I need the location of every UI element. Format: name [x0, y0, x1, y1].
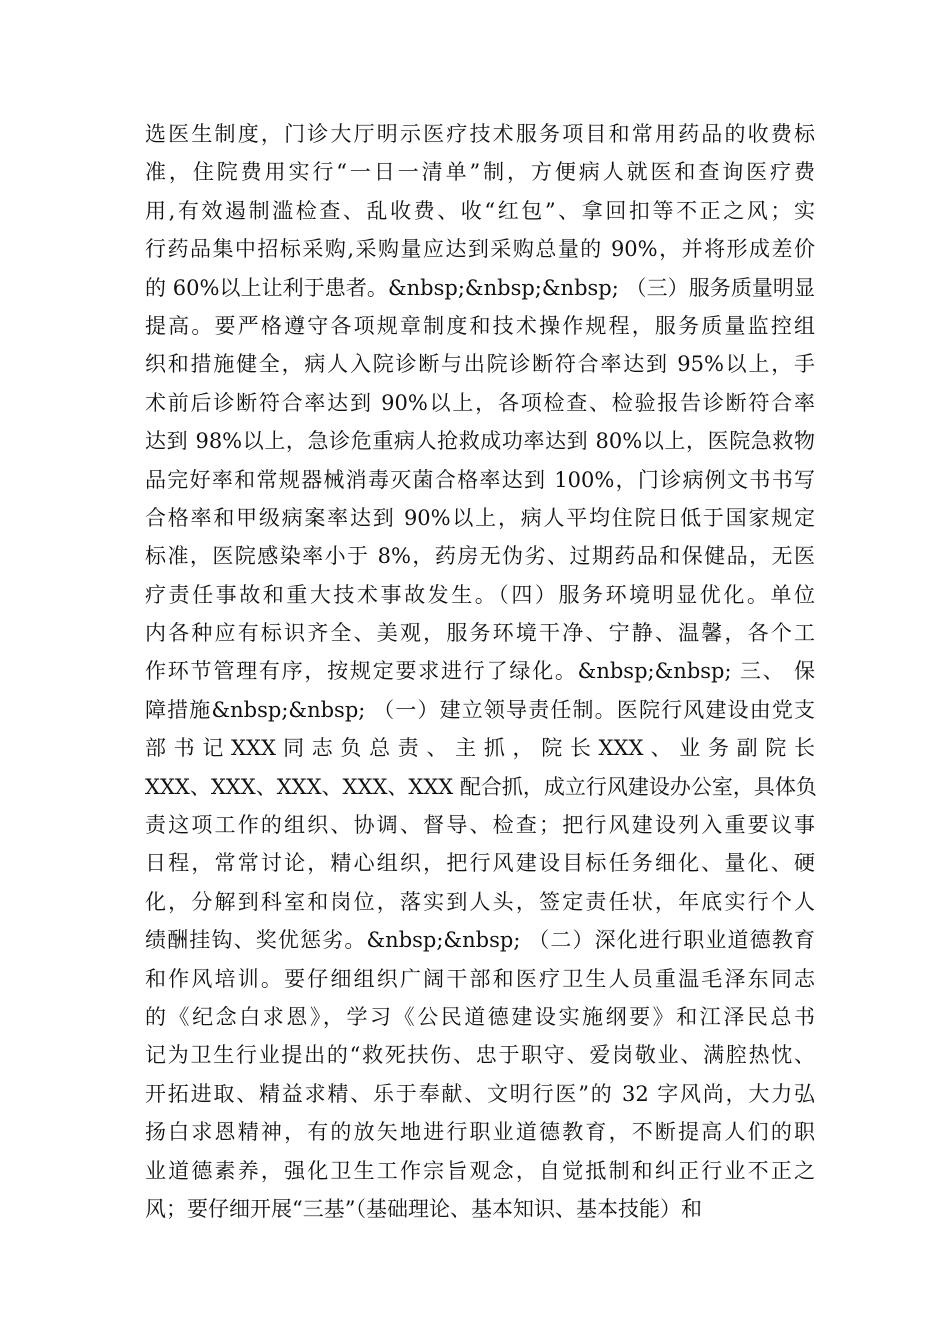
- text-line: 的 60%以上让利于患者。&nbsp;&nbsp;&nbsp; （三）服务质量明显: [145, 275, 815, 300]
- text-line: 的《纪念白求恩》，学习《公民道德建设实施纲要》和江泽民总书: [145, 1004, 815, 1029]
- text-line: 行药品集中招标采购,采购量应达到采购总量的 90%，并将形成差价: [145, 237, 815, 262]
- body-text: [145, 115, 815, 1228]
- text-line: 合格率和甲级病案率达到 90%以上，病人平均住院日低于国家规定: [145, 505, 815, 530]
- text-line: 选医生制度，门诊大厅明示医疗技术服务项目和常用药品的收费标: [145, 122, 815, 146]
- text-line: 开拓进取、精益求精、乐于奉献、文明行医”的 32 字风尚，大力弘: [145, 1081, 815, 1106]
- text-line: 扬白求恩精神，有的放矢地进行职业道德教育，不断提高人们的职: [145, 1120, 815, 1145]
- text-line: 用,有效遏制滥检查、乱收费、收“红包”、拿回扣等不正之风；实: [145, 198, 815, 223]
- text-line: 责这项工作的组织、协调、督导、检查；把行风建设列入重要议事: [145, 813, 815, 838]
- text-line: 和作风培训。要仔细组织广阔干部和医疗卫生人员重温毛泽东同志: [145, 966, 815, 991]
- text-line: 达到 98%以上，急诊危重病人抢救成功率达到 80%以上，医院急救物: [145, 429, 815, 454]
- text-line: 记为卫生行业提出的“救死扶伤、忠于职守、爱岗敬业、满腔热忱、: [145, 1043, 815, 1068]
- text-line: 标准，医院感染率小于 8%，药房无伪劣、过期药品和保健品，无医: [145, 544, 815, 569]
- text-line: 内各种应有标识齐全、美观，服务环境干净、宁静、温馨，各个工: [145, 621, 815, 646]
- text-line: 日程，常常讨论，精心组织，把行风建设目标任务细化、量化、硬: [145, 851, 815, 876]
- text-line: 化，分解到科室和岗位，落实到人头，签定责任状，年底实行个人: [145, 889, 815, 914]
- text-line: 部 书 记 XXX 同 志 负 总 责 、 主 抓 ， 院 长 XXX 、 业 务 副 院 长: [145, 736, 815, 761]
- text-line: 准，住院费用实行“一日一清单”制，方便病人就医和查询医疗费: [145, 160, 815, 185]
- text-line: 绩酬挂钩、奖优惩劣。&nbsp;&nbsp; （二）深化进行职业道德教育: [145, 928, 815, 953]
- text-line: 业道德素养，强化卫生工作宗旨观念，自觉抵制和纠正行业不正之: [145, 1158, 815, 1183]
- text-line: 术前后诊断符合率达到 90%以上，各项检查、检验报告诊断符合率: [145, 390, 815, 415]
- text-line: 品完好率和常规器械消毒灭菌合格率达到 100%，门诊病例文书书写: [145, 467, 815, 492]
- text-line: 织和措施健全，病人入院诊断与出院诊断符合率达到 95%以上，手: [145, 352, 815, 377]
- text-line: 风；要仔细开展“三基”（基础理论、基本知识、基本技能）和: [145, 1196, 702, 1221]
- text-line: 提高。要严格遵守各项规章制度和技术操作规程，服务质量监控组: [145, 313, 815, 338]
- text-line: 疗责任事故和重大技术事故发生。（四）服务环境明显优化。单位: [145, 582, 815, 607]
- text-line: 障措施&nbsp;&nbsp; （一）建立领导责任制。医院行风建设由党支: [145, 697, 815, 722]
- text-line: 作环节管理有序，按规定要求进行了绿化。&nbsp;&nbsp; 三、 保: [145, 659, 815, 684]
- text-line: XXX、XXX、XXX、XXX、XXX 配合抓，成立行风建设办公室，具体负: [145, 774, 817, 799]
